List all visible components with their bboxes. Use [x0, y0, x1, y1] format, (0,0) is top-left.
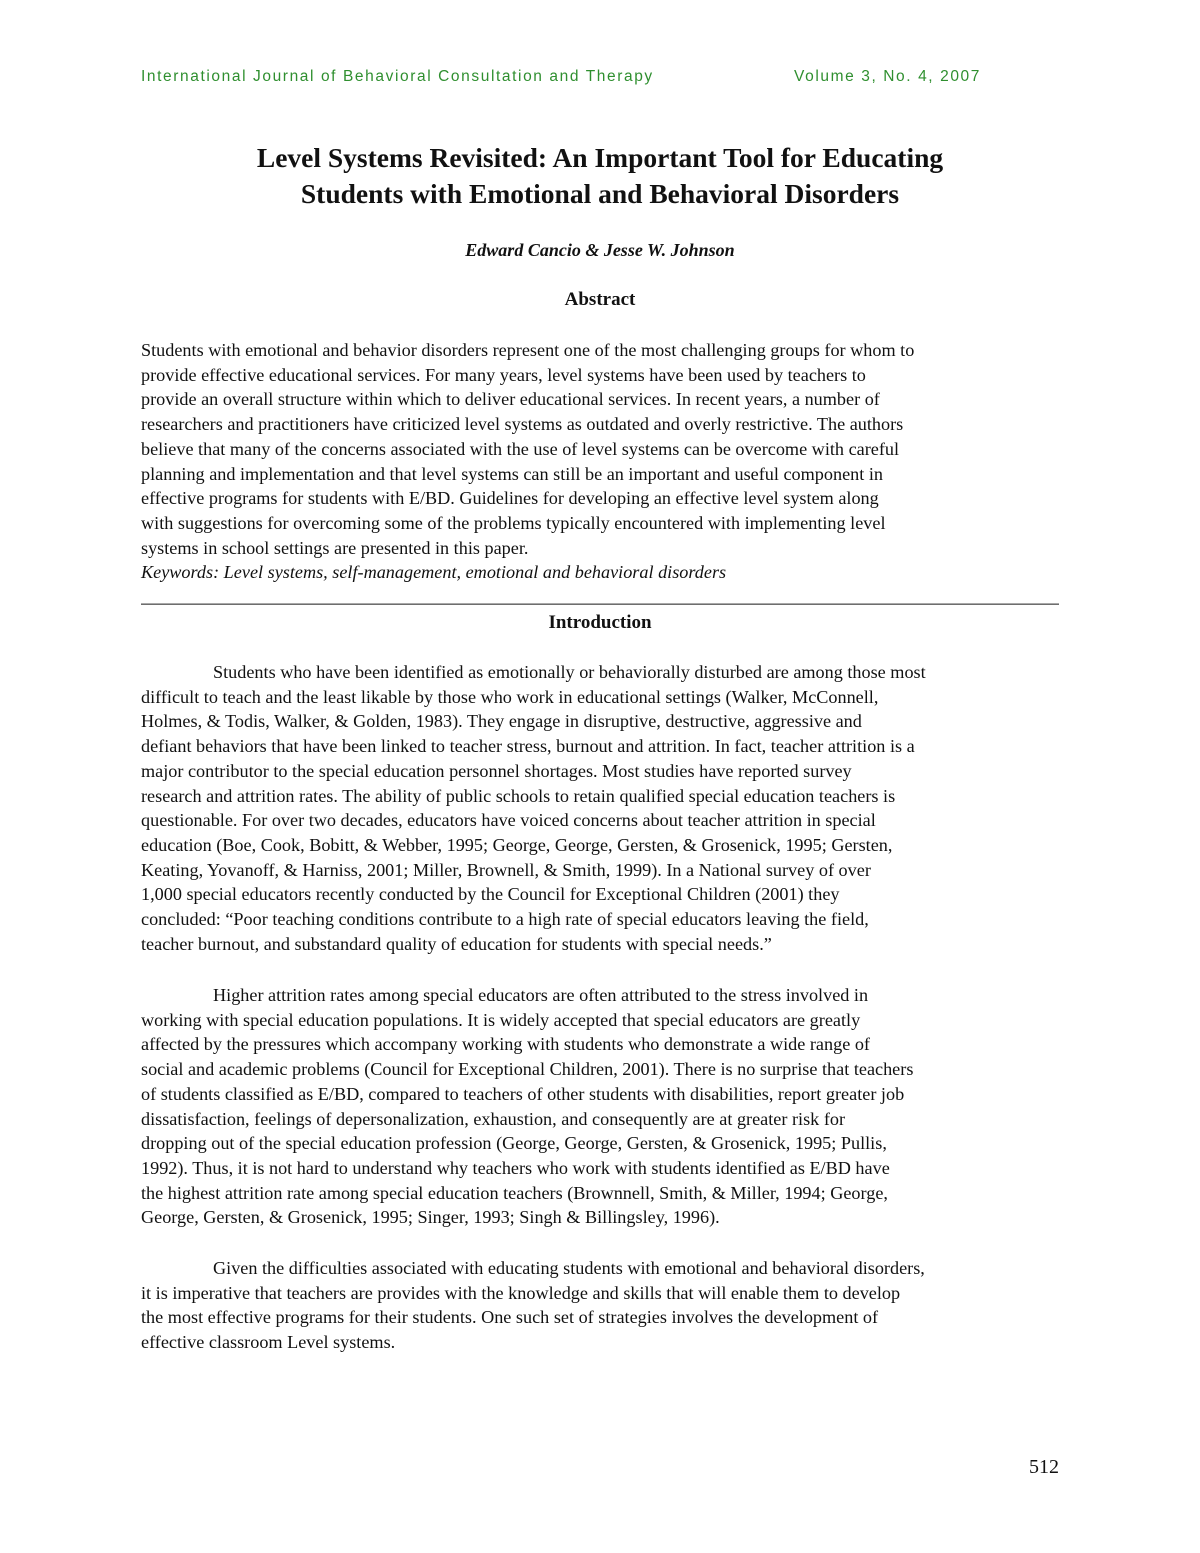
text-line: affected by the pressures which accompany working with students who demonstrate a wide range of — [141, 1034, 870, 1055]
paragraph — [141, 660, 1066, 956]
introduction-heading: Introduction — [548, 612, 652, 633]
text-line: dropping out of the special education profession (George, George, Gersten, & Grosenick, 1995; Pullis, — [141, 1133, 887, 1154]
text-line: Higher attrition rates among special educators are often attributed to the stress involved in — [213, 985, 869, 1005]
keywords: Keywords: Level systems, self-management, emotional and behavioral disorders — [141, 562, 727, 583]
article-title — [141, 140, 1059, 212]
text-line: research and attrition rates. The ability of public schools to retain qualified special education teachers is — [141, 785, 896, 806]
section-divider — [141, 603, 1059, 605]
text-line: 1992). Thus, it is not hard to understand why teachers who work with students identified as E/BD have — [141, 1157, 890, 1178]
text-line: George, Gersten, & Grosenick, 1995; Singer, 1993; Singh & Billingsley, 1996). — [141, 1207, 720, 1228]
volume-issue: Volume 3, No. 4, 2007 — [794, 68, 981, 85]
text-line: 1,000 special educators recently conducted by the Council for Exceptional Children (2001) they — [141, 884, 840, 905]
text-line: effective classroom Level systems. — [141, 1332, 396, 1353]
text-line: Keating, Yovanoff, & Harniss, 2001; Miller, Brownell, & Smith, 1999). In a National survey of over — [141, 859, 871, 880]
text-line: dissatisfaction, feelings of depersonalization, exhaustion, and consequently are at greater risk for — [141, 1108, 846, 1129]
text-line: of students classified as E/BD, compared to teachers of other students with disabilities, report greater job — [141, 1083, 905, 1104]
abstract-line: provide effective educational services. For many years, level systems have been used by teachers to — [141, 364, 866, 385]
abstract-line: systems in school settings are presented in this paper. — [141, 537, 529, 558]
paragraph — [141, 1256, 1066, 1355]
authors: Edward Cancio & Jesse W. Johnson — [465, 240, 735, 260]
title-line: Level Systems Revisited: An Important Tool for Educating — [256, 142, 944, 173]
text-line: Given the difficulties associated with educating students with emotional and behavioral disorders, — [213, 1258, 925, 1278]
abstract-heading: Abstract — [564, 289, 636, 310]
text-line: major contributor to the special education personnel shortages. Most studies have reported survey — [141, 760, 852, 781]
text-line: Holmes, & Todis, Walker, & Golden, 1983). They engage in disruptive, destructive, aggressive and — [141, 711, 862, 732]
text-line: defiant behaviors that have been linked to teacher stress, burnout and attrition. In fact, teacher attrition is a — [141, 736, 915, 757]
title-line: Students with Emotional and Behavioral Disorders — [300, 178, 900, 209]
text-line: working with special education populations. It is widely accepted that special educators are greatly — [141, 1009, 861, 1030]
abstract-line: with suggestions for overcoming some of the problems typically encountered with implementing level — [141, 512, 886, 533]
text-line: education (Boe, Cook, Bobitt, & Webber, 1995; George, George, Gersten, & Grosenick, 1995; Gersten, — [141, 834, 893, 855]
abstract-line: provide an overall structure within which to deliver educational services. In recent years, a number of — [141, 389, 880, 410]
abstract-line: planning and implementation and that level systems can still be an important and useful component in — [141, 463, 883, 484]
abstract-line: effective programs for students with E/BD. Guidelines for developing an effective level system along — [141, 488, 879, 509]
text-line: it is imperative that teachers are provides with the knowledge and skills that will enable them to develop — [141, 1282, 901, 1303]
text-line: difficult to teach and the least likable by those who work in educational settings (Walker, McConnell, — [141, 686, 879, 707]
abstract-line: Students with emotional and behavior disorders represent one of the most challenging groups for whom to — [141, 340, 915, 360]
page-number: 512 — [1029, 1456, 1059, 1478]
text-line: social and academic problems (Council for Exceptional Children, 2001). There is no surprise that teachers — [141, 1059, 914, 1080]
text-line: teacher burnout, and substandard quality of education for students with special needs.” — [141, 933, 772, 954]
text-line: concluded: “Poor teaching conditions contribute to a high rate of special educators leaving the field, — [141, 909, 869, 930]
abstract-line: researchers and practitioners have criticized level systems as outdated and overly restrictive. The authors — [141, 414, 904, 435]
text-line: questionable. For over two decades, educators have voiced concerns about teacher attrition in special — [141, 810, 876, 831]
abstract-body — [141, 338, 1066, 585]
running-header — [141, 68, 981, 92]
text-line: the highest attrition rate among special education teachers (Brownnell, Smith, & Miller, 1994; George, — [141, 1182, 888, 1203]
paragraph — [141, 983, 1066, 1230]
text-line: the most effective programs for their students. One such set of strategies involves the development of — [141, 1307, 879, 1328]
journal-name: International Journal of Behavioral Consultation and Therapy — [141, 68, 654, 85]
abstract-line: believe that many of the concerns associated with the use of level systems can be overcome with careful — [141, 438, 900, 459]
text-line: Students who have been identified as emotionally or behaviorally disturbed are among those most — [213, 662, 926, 682]
